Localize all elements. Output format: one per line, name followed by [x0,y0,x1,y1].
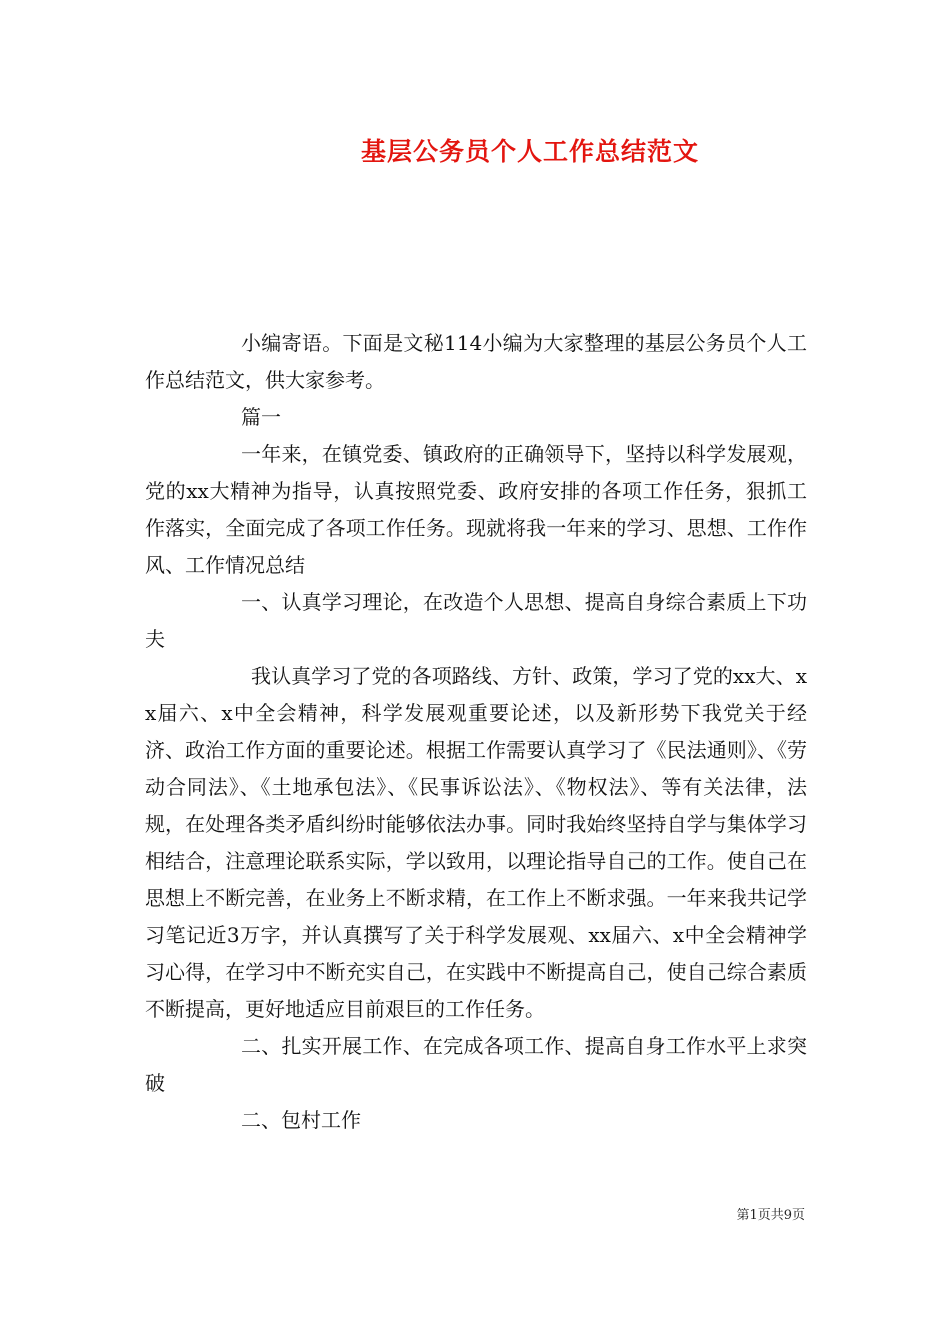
document-title: 基层公务员个人工作总结范文 [360,137,699,166]
section-heading-2: 二、扎实开展工作、在完成各项工作、提高自身工作水平上求突破 [145,1034,807,1095]
document-body [145,325,807,1139]
intro-paragraph: 小编寄语。下面是文秘114小编为大家整理的基层公务员个人工作总结范文，供大家参考。 [145,331,807,392]
section-heading-1: 一、认真学习理论，在改造个人思想、提高自身综合素质上下功夫 [145,590,807,651]
page-number: 第1页共9页 [736,1208,805,1223]
paragraph-1: 一年来，在镇党委、镇政府的正确领导下，坚持以科学发展观，党的xx大精神为指导，认真按照党委、政府安排的各项工作任务，狠抓工作落实，全面完成了各项工作任务。现就将我一年来的学习、思想、工作作风、工作情况总结 [145,442,807,577]
paragraph-2: 我认真学习了党的各项路线、方针、政策，学习了党的xx大、xx届六、x中全会精神，科学发展观重要论述，以及新形势下我党关于经济、政治工作方面的重要论述。根据工作需要认真学习了《民法通则》、《劳动合同法》、《土地承包法》、《民事诉讼法》、《物权法》、等有关法律，法规，在处理各类矛盾纠纷时能够依法办事。同时我始终坚持自学与集体学习相结合，注意理论联系实际，学以致用，以理论指导自己的工作。使自己在思想上不断完善，在业务上不断求精，在工作上不断求强。一年来我共记学习笔记近3万字，并认真撰写了关于科学发展观、xx届六、x中全会精神学习心得，在学习中不断充实自己，在实践中不断提高自己，使自己综合素质不断提高，更好地适应目前艰巨的工作任务。 [145,664,807,1021]
part-heading: 篇一 [241,405,281,429]
section-heading-3: 二、包村工作 [241,1108,361,1132]
